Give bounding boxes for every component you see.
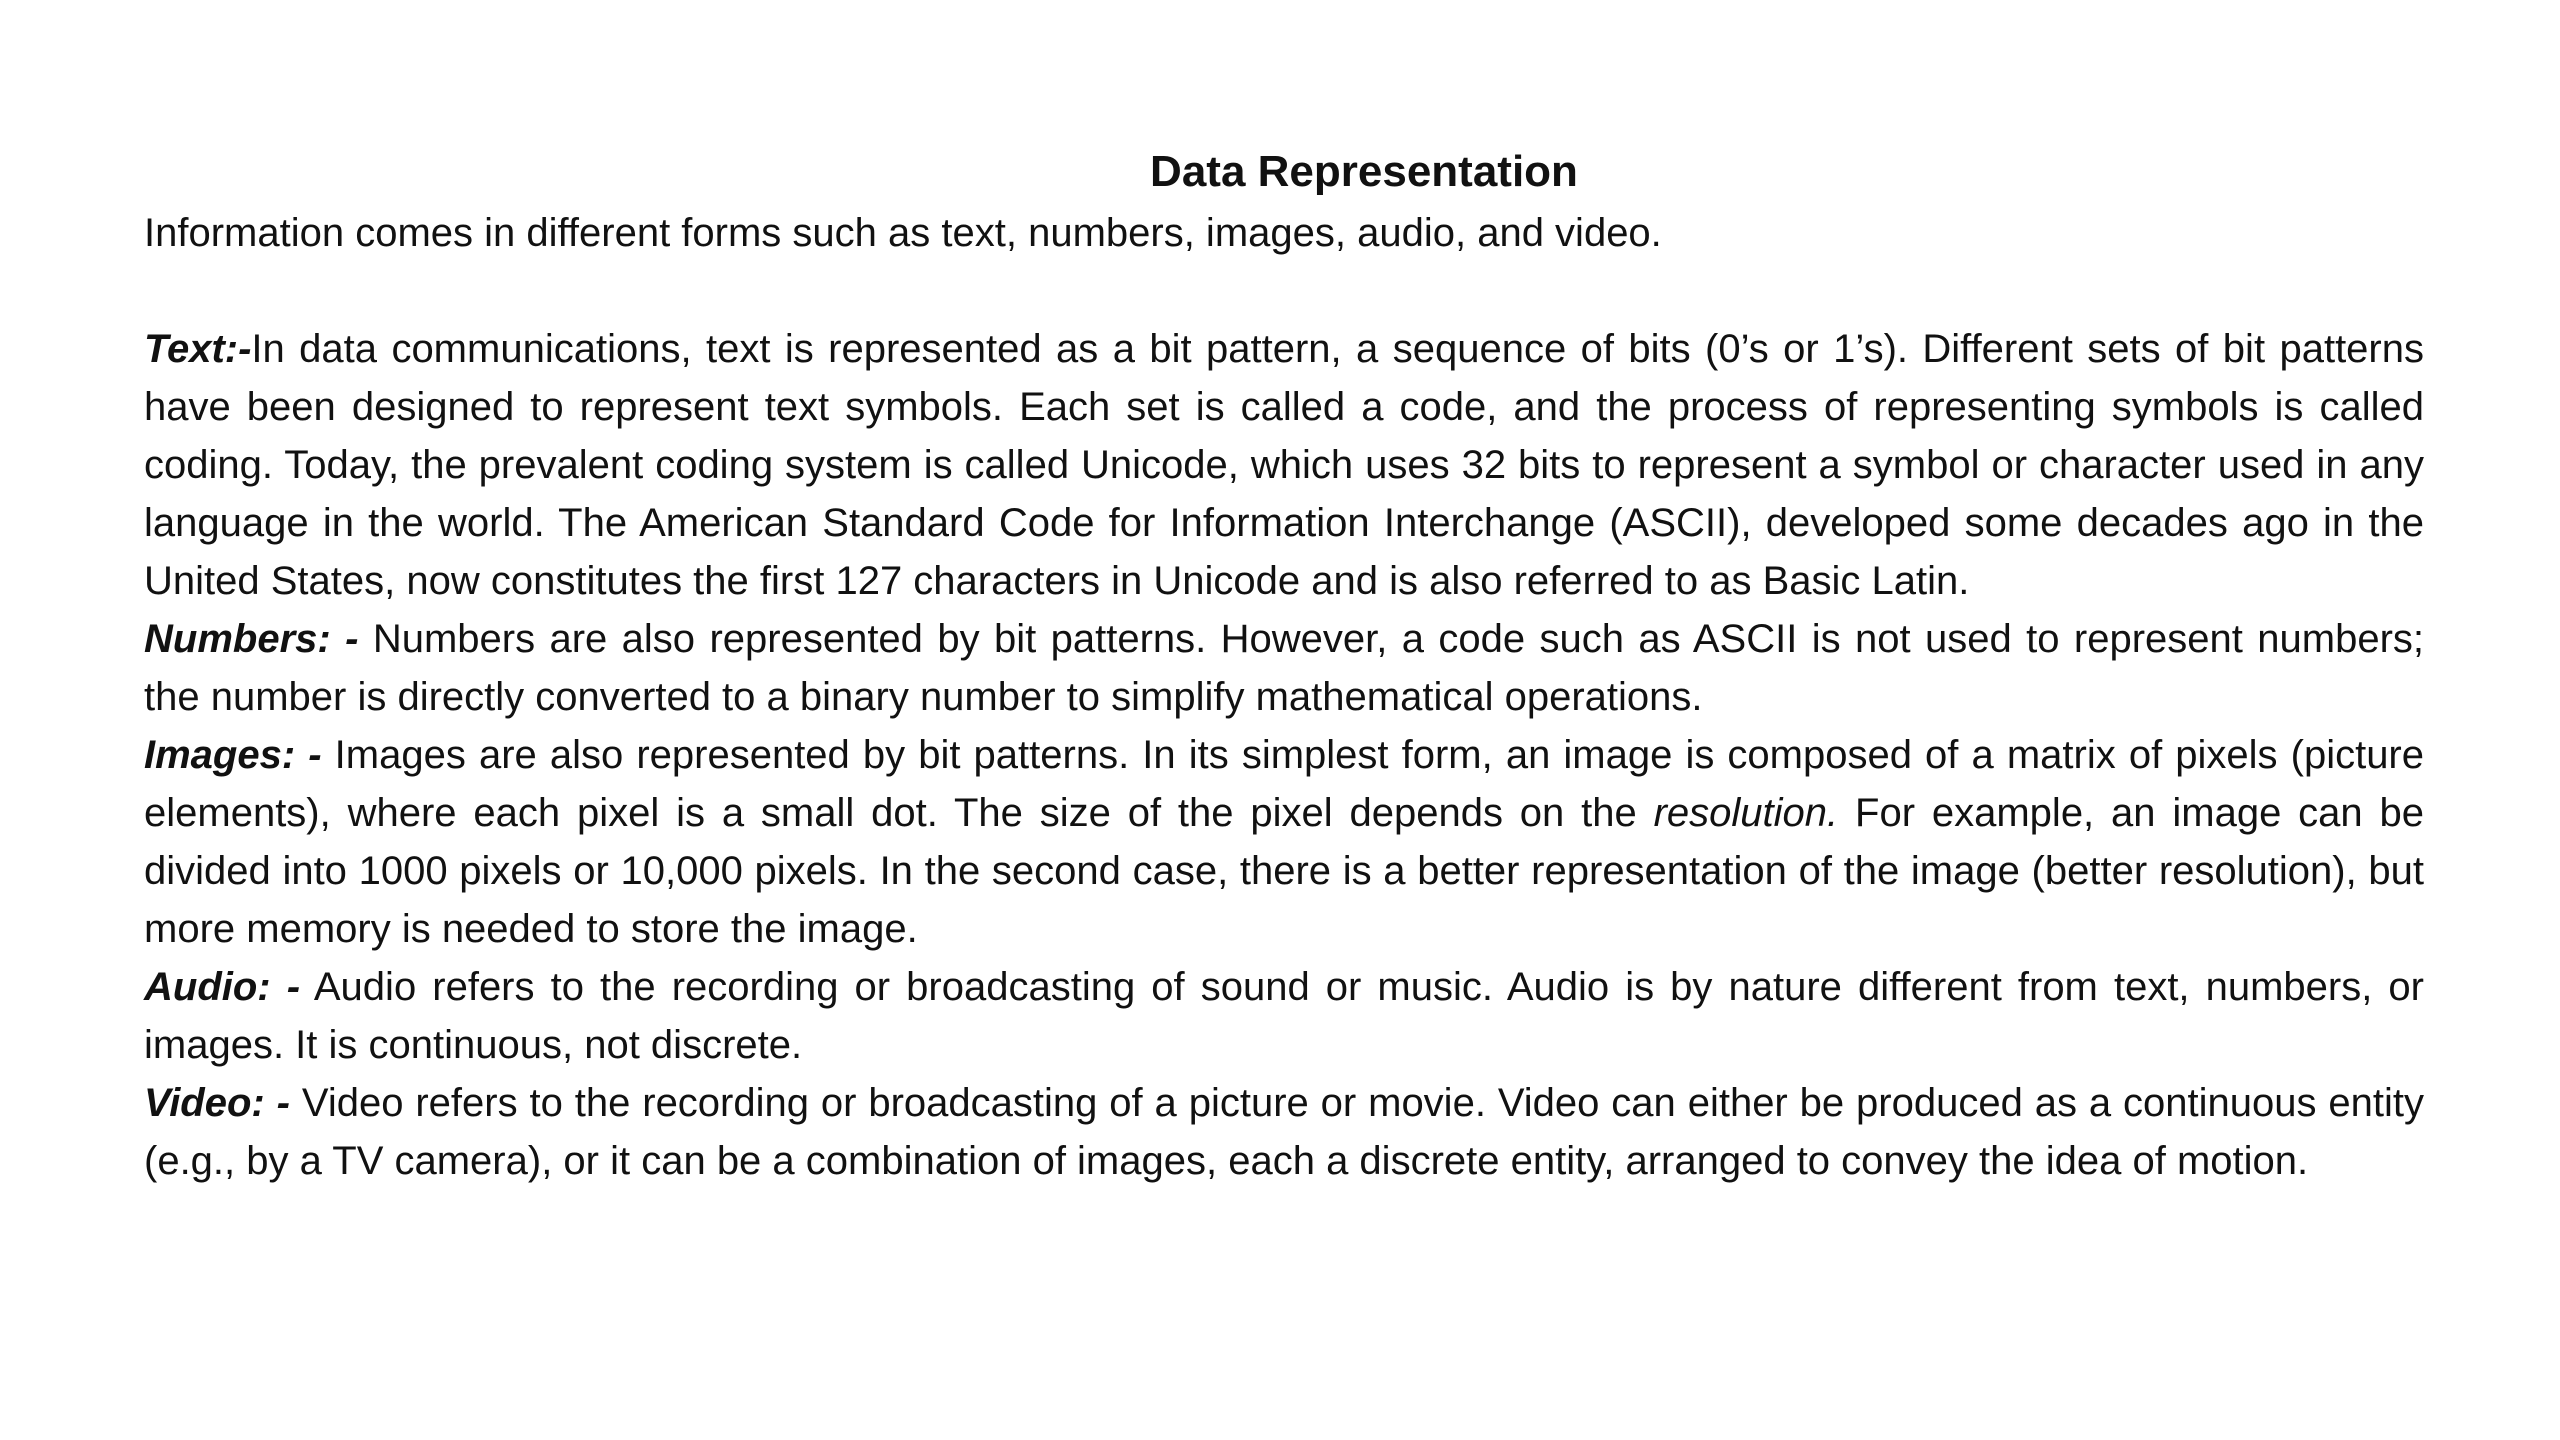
page-title: Data Representation: [1150, 147, 1578, 196]
text-section-label: Text:-: [144, 327, 252, 371]
audio-section-body: Audio refers to the recording or broadcasting of sound or music. Audio is by nature different from text, numbers, or images. It is continuous, not discrete.: [144, 965, 2424, 1067]
images-section-body-after: For example, an image can be divided into 1000 pixels or 10,000 pixels. In the second case, there is a better representation of the image (better resolution), but more memory is needed to store the image.: [144, 791, 2424, 951]
video-section-label: Video: -: [144, 1081, 290, 1125]
video-section: [144, 1074, 2424, 1190]
numbers-section-body: Numbers are also represented by bit patterns. However, a code such as ASCII is not used to represent numbers; the number is directly converted to a binary number to simplify mathematical operations.: [144, 617, 2424, 719]
numbers-section-label: Numbers: -: [144, 617, 359, 661]
text-section: [144, 320, 2424, 610]
images-section: [144, 726, 2424, 958]
images-section-emphasis: resolution.: [1653, 791, 1839, 835]
images-section-body-before: Images are also represented by bit patterns. In its simplest form, an image is composed of a matrix of pixels (picture elements), where each pixel is a small dot. The size of the pixel depends on the: [144, 733, 2424, 835]
audio-section-label: Audio: -: [144, 965, 301, 1009]
text-section-body: In data communications, text is represented as a bit pattern, a sequence of bits (0’s or 1’s). Different sets of bit patterns have been designed to represent text symbols. Each set is called a code, and the process of representing symbols is called coding. Today, the prevalent coding system is called Unicode, which uses 32 bits to represent a symbol or character used in any language in the world. The American Standard Code for Information Interchange (ASCII), developed some decades ago in the United States, now constitutes the first 127 characters in Unicode and is also referred to as Basic Latin.: [144, 327, 2424, 603]
images-section-label: Images: -: [144, 733, 322, 777]
numbers-section: [144, 610, 2424, 726]
paragraph-spacer: [144, 262, 2424, 320]
video-section-body: Video refers to the recording or broadcasting of a picture or movie. Video can either be produced as a continuous entity (e.g., by a TV camera), or it can be a combination of images, each a discrete entity, arranged to convey the idea of motion.: [144, 1081, 2424, 1183]
intro-paragraph: Information comes in different forms such as text, numbers, images, audio, and video.: [144, 211, 1662, 255]
document-content: [144, 140, 2424, 1190]
audio-section: [144, 958, 2424, 1074]
